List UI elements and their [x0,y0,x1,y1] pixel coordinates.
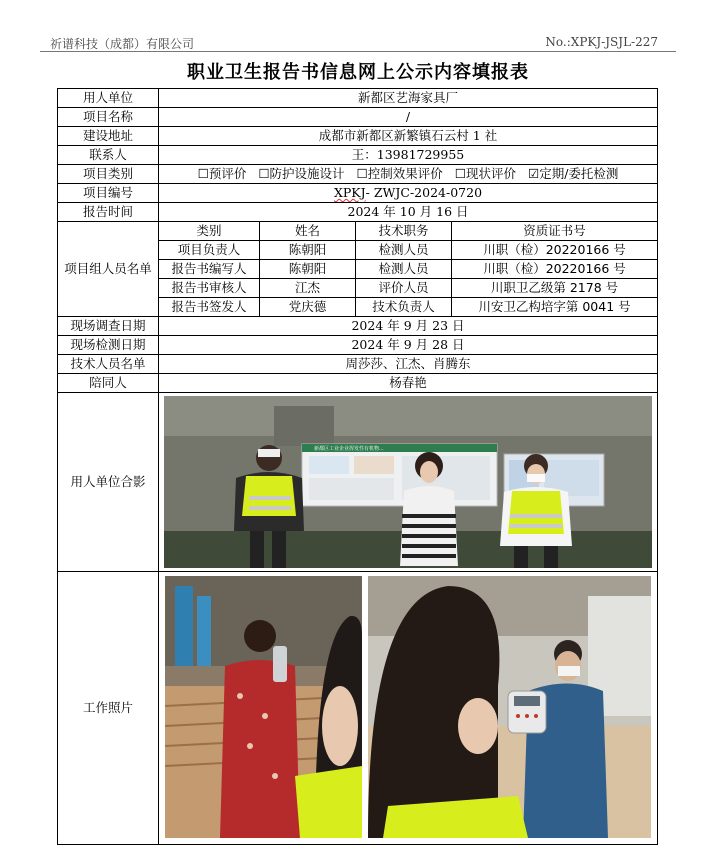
value-address: 成都市新都区新繁镇石云村 1 社 [159,127,658,146]
team-header-role: 类别 [159,222,260,241]
checkbox-unchecked-icon: ☐ [258,166,270,181]
category-options [159,165,658,184]
member-title: 评价人员 [356,279,452,298]
row-project-no [58,184,658,203]
header-rule [40,51,676,52]
member-name: 陈朝阳 [260,260,356,279]
company-name: 祈谱科技（成都）有限公司 [50,37,195,51]
label-technicians: 技术人员名单 [58,355,159,374]
member-cert: 川安卫乙构培字第 0041 号 [452,298,658,317]
team-header-cert: 资质证书号 [452,222,658,241]
value-survey-date: 2024 年 9 月 23 日 [159,317,658,336]
checkbox-unchecked-icon: ☐ [356,166,368,181]
info-table [57,88,658,845]
value-project-name: / [159,108,658,127]
member-title: 检测人员 [356,241,452,260]
group-photo-cell [159,393,658,572]
row-report-time [58,203,658,222]
member-name: 陈朝阳 [260,241,356,260]
row-address [58,127,658,146]
value-employer: 新都区艺海家具厂 [159,89,658,108]
category-option-periodic-testing[interactable]: ☑定期/委托检测 [527,166,619,181]
row-technicians [58,355,658,374]
document-number: No.:XPKJ-JSJL-227 [545,35,658,49]
label-employer: 用人单位 [58,89,159,108]
value-escort: 杨春艳 [159,374,658,393]
category-option-status-evaluation[interactable]: ☐现状评价 [454,166,516,181]
row-project-name [58,108,658,127]
team-header-title: 技术职务 [356,222,452,241]
label-category: 项目类别 [58,165,159,184]
category-option-pre-assessment[interactable]: ☐预评价 [197,166,247,181]
value-technicians: 周莎莎、江杰、肖腾东 [159,355,658,374]
label-address: 建设地址 [58,127,159,146]
label-project-no: 项目编号 [58,184,159,203]
member-title: 技术负责人 [356,298,452,317]
label-group-photo: 用人单位合影 [58,393,159,572]
work-photo-right [368,576,651,838]
member-role: 报告书编写人 [159,260,260,279]
member-name: 江杰 [260,279,356,298]
label-report-time: 报告时间 [58,203,159,222]
row-escort [58,374,658,393]
label-project-name: 项目名称 [58,108,159,127]
member-cert: 川职（检）20220166 号 [452,260,658,279]
page-title: 职业卫生报告书信息网上公示内容填报表 [187,62,529,83]
group-photo [164,396,652,568]
value-project-no [159,184,658,203]
row-test-date [58,336,658,355]
checkbox-checked-icon: ☑ [527,166,540,181]
value-test-date: 2024 年 9 月 28 日 [159,336,658,355]
member-cert: 川职卫乙级第 2178 号 [452,279,658,298]
value-contact: 王：13981729955 [159,146,658,165]
work-photo-left [165,576,362,838]
team-header-row [58,222,658,241]
row-employer [58,89,658,108]
member-role: 报告书签发人 [159,298,260,317]
row-work-photos [58,572,658,845]
row-contact [58,146,658,165]
value-report-time: 2024 年 10 月 16 日 [159,203,658,222]
project-no-prefix: XPKJ [333,185,366,200]
work-photos [165,576,651,838]
checkbox-unchecked-icon: ☐ [454,166,466,181]
member-role: 报告书审核人 [159,279,260,298]
label-contact: 联系人 [58,146,159,165]
label-work-photos: 工作照片 [58,572,159,845]
category-option-protection-design[interactable]: ☐防护设施设计 [258,166,345,181]
member-cert: 川职（检）20220166 号 [452,241,658,260]
row-group-photo [58,393,658,572]
label-escort: 陪同人 [58,374,159,393]
row-survey-date [58,317,658,336]
category-option-control-evaluation[interactable]: ☐控制效果评价 [356,166,443,181]
sign-text: 新都区工业企业挥发性有机物... [314,446,384,452]
row-category [58,165,658,184]
project-no-rest: - ZWJC-2024-0720 [365,185,483,200]
member-role: 项目负责人 [159,241,260,260]
label-team: 项目组人员名单 [58,222,159,317]
checkbox-unchecked-icon: ☐ [197,166,209,181]
member-title: 检测人员 [356,260,452,279]
team-header-name: 姓名 [260,222,356,241]
member-name: 党庆德 [260,298,356,317]
work-photos-cell [159,572,658,845]
label-survey-date: 现场调查日期 [58,317,159,336]
label-test-date: 现场检测日期 [58,336,159,355]
